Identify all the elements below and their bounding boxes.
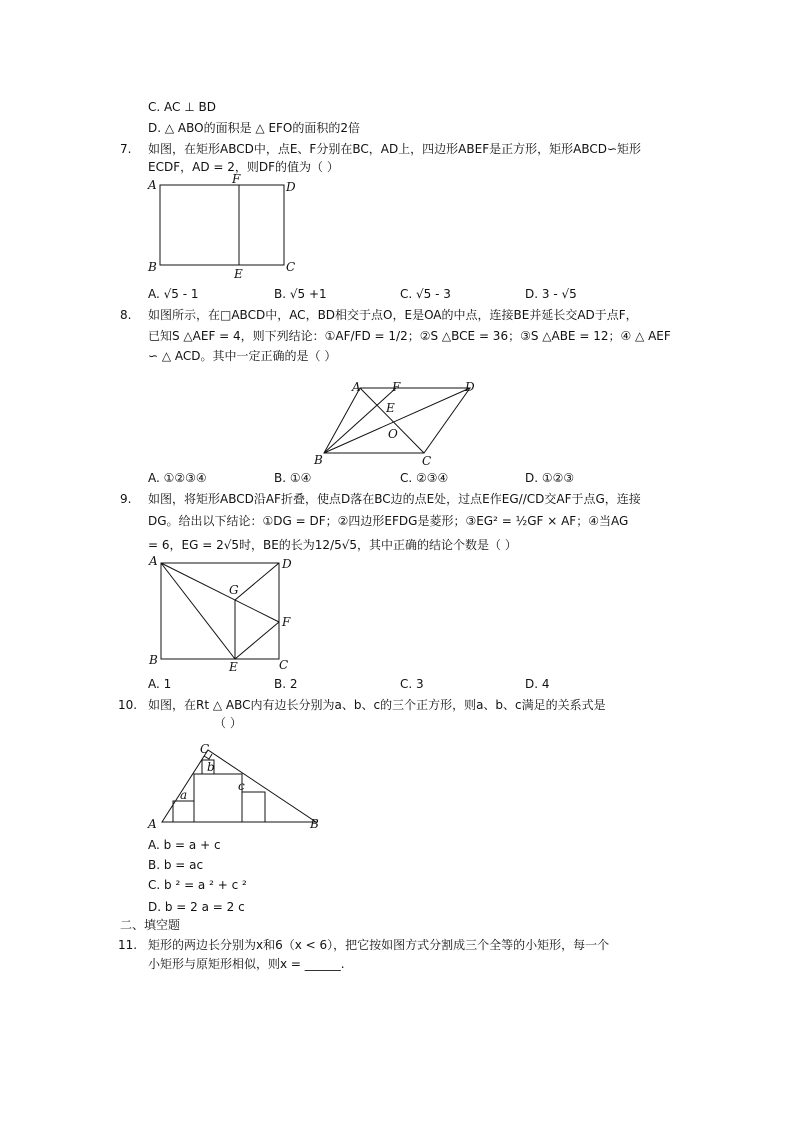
q11-text-line1: 矩形的两边长分别为x和6（x < 6），把它按如图方式分割成三个全等的小矩形，每一个 [148,938,610,952]
q9-label-e: E [229,660,238,674]
q8-text-line3: ∽ △ ACD。其中一定正确的是（ ） [148,349,337,363]
q9-label-f: F [282,615,291,629]
q7-option-d: D. 3 - √5 [525,287,577,301]
q10-option-c: C. b ² = a ² + c ² [148,878,247,892]
q9-folded-rectangle-figure [140,552,300,674]
q8-option-b: B. ①④ [274,471,312,485]
q7-label-e: E [234,267,243,281]
q8-label-b: B [314,453,323,467]
q9-label-g: G [229,583,239,597]
q7-label-a: A [148,178,157,192]
q7-rectangle-figure [140,172,310,282]
q9-label-d: D [282,557,292,571]
q9-text-line2: DG。给出以下结论：①DG = DF；②四边形EFDG是菱形；③EG² = ½GF × AF；④当AG [148,514,629,528]
q6-option-d: D. △ ABO的面积是 △ EFO的面积的2倍 [148,121,361,135]
q10-text-line1: 如图，在Rt △ ABC内有边长分别为a、b、c的三个正方形，则a、b、c满足的关系式是 [148,698,606,712]
q10-triangle-squares-figure [140,738,330,830]
q8-text-line1: 如图所示，在□ABCD中，AC，BD相交于点O，E是OA的中点，连接BE并延长交AD于点F， [148,308,638,322]
q10-label-c-square: c [238,779,245,793]
q6-option-c: C. AC ⊥ BD [148,100,216,114]
q10-label-a-vertex: A [148,817,157,830]
q10-label-c-vertex: C [200,742,210,756]
q7-label-c: C [286,260,296,274]
q9-label-c: C [279,658,289,672]
q8-parallelogram-figure [310,376,490,468]
q9-label-b: B [149,653,158,667]
q7-option-a: A. √5 - 1 [148,287,199,301]
q9-option-d: D. 4 [525,677,550,691]
q10-label-a-square: a [180,788,188,802]
q7-label-b: B [148,260,157,274]
q9-option-c: C. 3 [400,677,424,691]
q7-text-line2: ECDF，AD = 2，则DF的值为（ ） [148,160,339,174]
q8-label-e: E [386,401,395,415]
q7-text-line1: 如图，在矩形ABCD中，点E、F分别在BC，AD上，四边形ABEF是正方形，矩形ABCD∽矩形 [148,142,642,156]
q7-option-b: B. √5 +1 [274,287,327,301]
q8-option-a: A. ①②③④ [148,471,207,485]
q11-text-line2: 小矩形与原矩形相似，则x = ______. [148,957,345,971]
q8-label-o: O [388,427,398,441]
q10-option-d: D. b = 2 a = 2 c [148,900,245,914]
q10-option-b: B. b = ac [148,858,204,872]
q8-number: 8. [120,308,132,322]
q7-option-c: C. √5 - 3 [400,287,451,301]
q7-label-d: D [286,180,296,194]
q9-number: 9. [120,492,132,506]
q11-number: 11. [118,938,138,952]
q8-label-f: F [392,380,401,394]
q8-option-c: C. ②③④ [400,471,449,485]
q10-text-line2: （ ） [214,716,242,730]
q7-number: 7. [120,142,132,156]
q8-label-a: A [352,380,361,394]
q8-label-d: D [465,380,475,394]
q10-number: 10. [118,698,138,712]
q8-option-d: D. ①②③ [525,471,575,485]
q9-option-a: A. 1 [148,677,172,691]
q7-label-f: F [232,172,241,186]
q8-text-line2: 已知S △AEF = 4，则下列结论：①AF/FD = 1/2；②S △BCE = 36；③S △ABE = 12；④ △ AEF [148,329,671,343]
q9-text-line3: = 6，EG = 2√5时，BE的长为12/5√5，其中正确的结论个数是（ ） [148,538,517,552]
q8-label-c: C [422,454,432,468]
q10-option-a: A. b = a + c [148,838,221,852]
q9-text-line1: 如图，将矩形ABCD沿AF折叠，使点D落在BC边的点E处，过点E作EG//CD交AF于点G，连接 [148,492,641,506]
q9-option-b: B. 2 [274,677,298,691]
section-heading-fill-in: 二、填空题 [120,918,181,932]
q9-label-a: A [149,554,158,568]
q10-label-b-vertex: B [310,817,319,830]
q10-label-b-square: b [207,760,215,774]
